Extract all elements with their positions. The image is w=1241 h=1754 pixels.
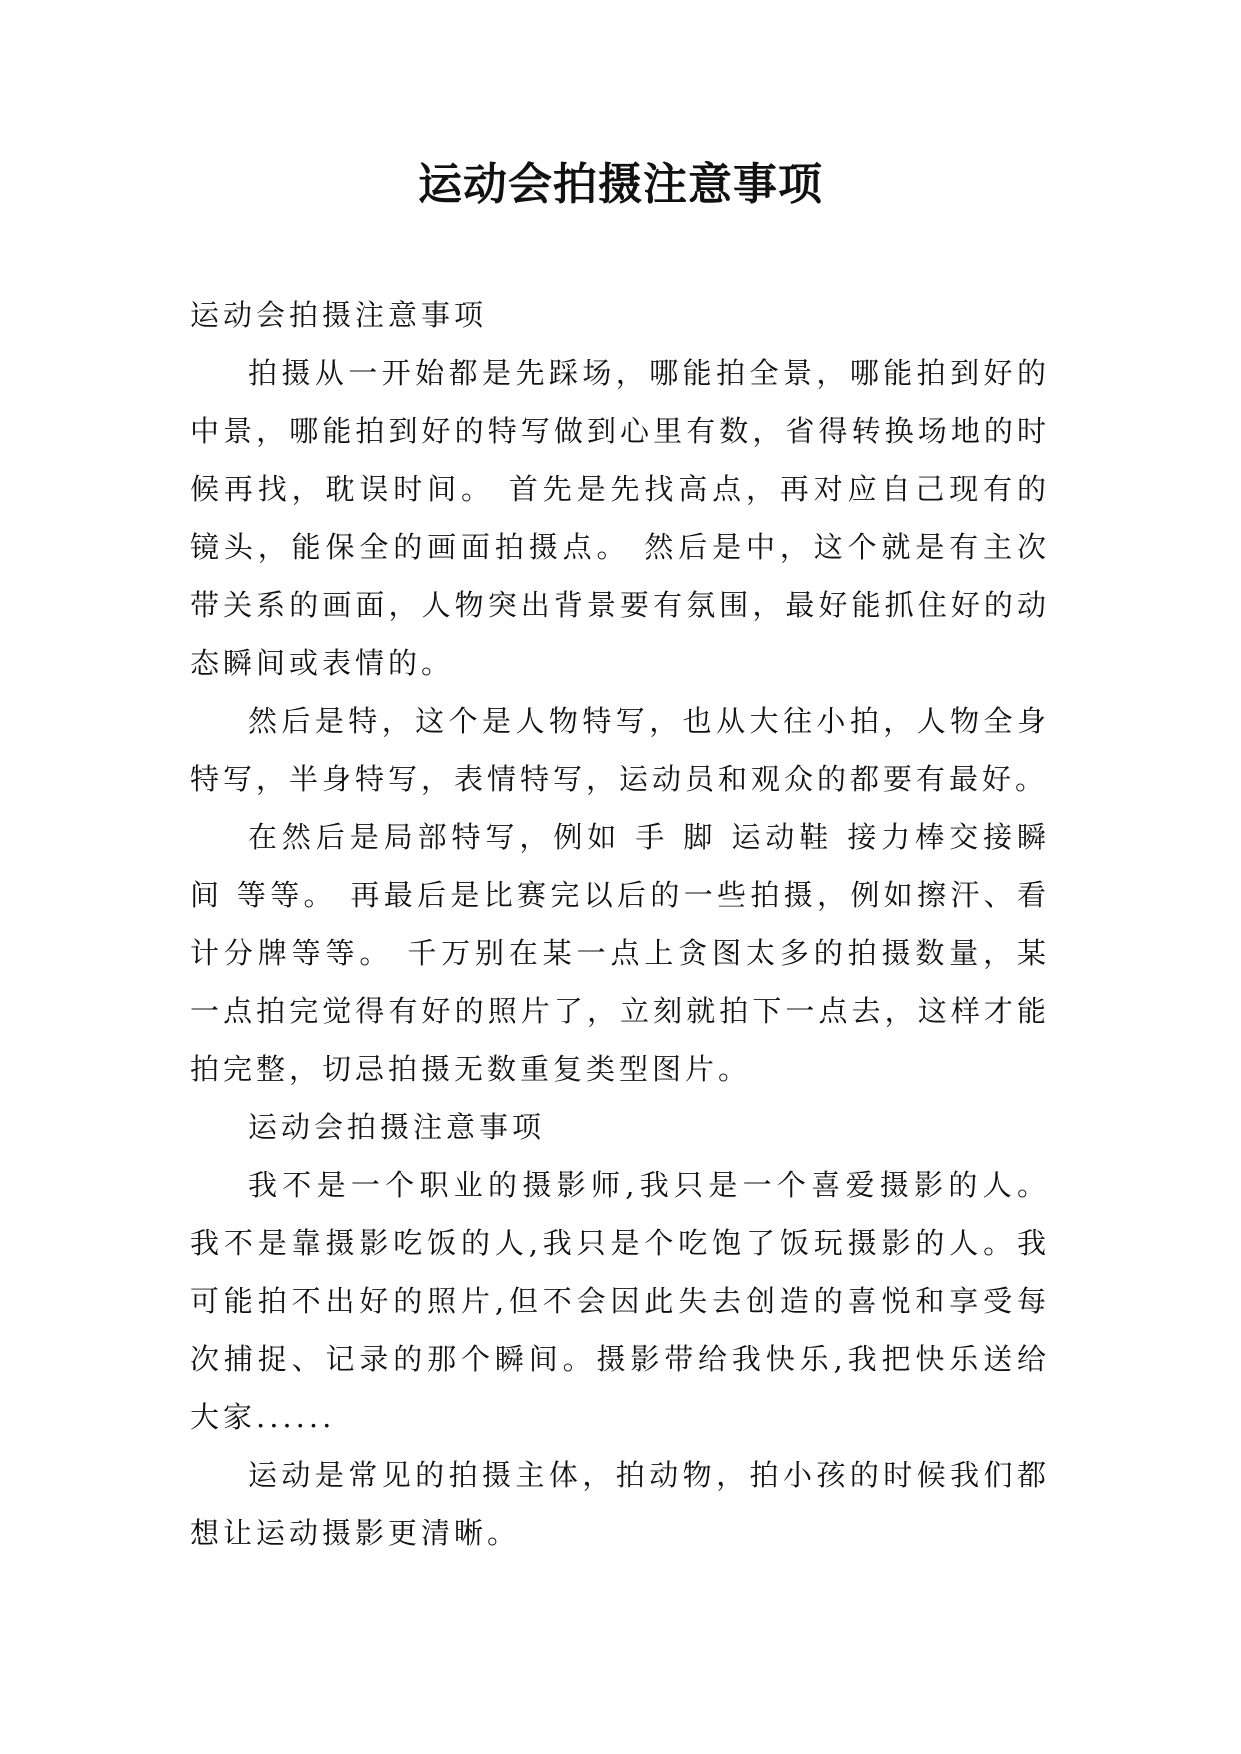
paragraph: 在然后是局部特写，例如 手 脚 运动鞋 接力棒交接瞬间 等等。 再最后是比赛完以后的一些拍摄，例如擦汗、看计分牌等等。 千万别在某一点上贪图太多的拍摄数量，某一点拍完觉得有好的照片了，立刻就拍下一点去，这样才能拍完整，切忌拍摄无数重复类型图片。 [190,820,1050,1086]
document-body [190,286,1050,1562]
document-title: 运动会拍摄注意事项 [418,159,823,210]
paragraph: 运动是常见的拍摄主体，拍动物，拍小孩的时候我们都想让运动摄影更清晰。 [190,1458,1050,1550]
paragraph: 然后是特，这个是人物特写，也从大往小拍，人物全身特写，半身特写，表情特写，运动员和观众的都要有最好。 [190,704,1050,796]
paragraph: 我不是一个职业的摄影师,我只是一个喜爱摄影的人。我不是靠摄影吃饭的人,我只是个吃饱了饭玩摄影的人。我可能拍不出好的照片,但不会因此失去创造的喜悦和享受每次捕捉、记录的那个瞬间。摄影带给我快乐,我把快乐送给大家...... [190,1168,1050,1434]
section-heading: 运动会拍摄注意事项 [190,298,488,332]
section-heading: 运动会拍摄注意事项 [248,1110,546,1144]
paragraph: 拍摄从一开始都是先踩场，哪能拍全景，哪能拍到好的中景，哪能拍到好的特写做到心里有数，省得转换场地的时候再找，耽误时间。 首先是先找高点，再对应自己现有的镜头，能保全的画面拍摄点。 然后是中，这个就是有主次带关系的画面，人物突出背景要有氛围，最好能抓住好的动态瞬间或表情的。 [190,356,1050,680]
